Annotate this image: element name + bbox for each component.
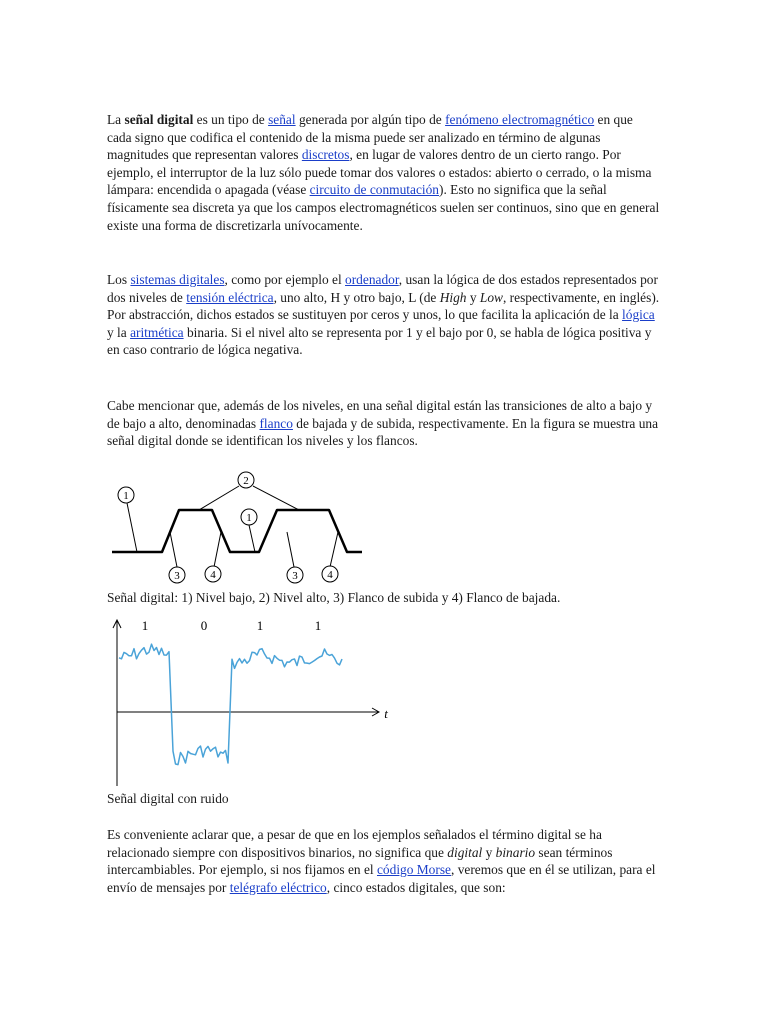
leader-line-2-right <box>253 486 299 510</box>
text: de bajada y de subida, respectivamente. En la figura se muestra una señal digital donde se identifican los niveles y los flancos. <box>107 415 659 449</box>
bit-label: 1 <box>256 618 264 633</box>
paragraph-transitions <box>107 397 660 450</box>
link-senal[interactable]: señal <box>268 112 296 127</box>
time-axis-label: t <box>384 706 388 721</box>
text: Es conveniente aclarar que, a pesar de que en los ejemplos señalados el término digital se ha relacionado siempre con dispositivos binarios, no significa que <box>107 827 602 860</box>
paragraph-definition <box>107 111 660 234</box>
link-aritmetica[interactable]: aritmética <box>130 324 184 340</box>
link-codigo-morse[interactable]: código Morse <box>376 862 451 878</box>
leader-line-3-left <box>170 532 177 567</box>
callout-label: 4 <box>327 569 333 581</box>
link-telegrafo-electrico[interactable]: telégrafo eléctrico <box>229 879 327 895</box>
signal-waveform <box>112 510 362 552</box>
link-discretos[interactable]: discretos <box>301 147 350 163</box>
text: , usan la lógica de dos estados representados por dos niveles de <box>107 272 658 305</box>
text: , como por ejemplo el <box>224 272 346 287</box>
leader-line-2-left <box>199 486 239 510</box>
text: , en lugar de valores dentro de un cierto rango. Por ejemplo, el interruptor de la luz sólo puede tomar dos valores o estados: abierto o cerrado, o la misma lámpara: encendida o apagada (véase <box>107 147 652 198</box>
text: y <box>466 289 480 305</box>
leader-line-3-right <box>287 532 294 567</box>
italic-term: Low <box>479 289 503 305</box>
leader-line-4-right <box>330 532 338 567</box>
link-logica[interactable]: lógica <box>622 307 655 323</box>
italic-term: High <box>439 289 467 305</box>
text: en que cada signo que codifica el contenido de la misma puede ser analizado en término de algunas magnitudes que representan valores <box>107 112 633 163</box>
bit-label: 0 <box>200 618 208 633</box>
text: , veremos que en él se utilizan, para el envío de mensajes por <box>107 862 656 895</box>
link-flanco[interactable]: flanco <box>259 415 293 431</box>
link-fenomeno-electromagnetico[interactable]: fenómeno electromagnético <box>445 112 595 127</box>
leader-line-1-left <box>127 503 137 552</box>
italic-term: binario <box>495 844 536 860</box>
bit-label: 1 <box>314 618 322 633</box>
text: , uno alto, H y otro bajo, L (de <box>273 289 440 305</box>
figure-caption: Señal digital con ruido <box>107 791 229 806</box>
callout-label: 1 <box>123 490 129 502</box>
leader-line-4-left <box>214 532 221 567</box>
link-circuito-de-conmutacion[interactable]: circuito de conmutación <box>309 182 440 198</box>
link-sistemas-digitales[interactable]: sistemas digitales <box>130 272 225 287</box>
text: sean términos intercambiables. Por ejemplo, si nos fijamos en el <box>107 844 613 878</box>
noisy-signal-plot <box>107 614 397 789</box>
italic-term: digital <box>447 844 483 860</box>
callout-label: 2 <box>243 475 249 487</box>
text: binaria. Si el nivel alto se representa por 1 y el bajo por 0, se habla de lógica positiva y en caso contrario de lógica negativa. <box>107 324 652 358</box>
paragraph-digital-systems <box>107 271 660 359</box>
leader-line-1-mid <box>249 525 255 552</box>
digital-signal-diagram <box>107 466 367 586</box>
text: Los <box>107 272 131 287</box>
bold-term: señal digital <box>124 112 194 127</box>
link-tension-electrica[interactable]: tensión eléctrica <box>186 289 274 305</box>
text: ). Esto no significa que la señal físicamente sea discreta ya que los campos electromagnéticos suelen ser continuos, sino que en general existe una forma de discretizarla unívocamente. <box>107 182 660 233</box>
text: y la <box>107 324 131 340</box>
callout-label: 1 <box>246 512 252 524</box>
text: Cabe mencionar que, además de los niveles, en una señal digital están las transiciones de alto a bajo y de bajo a alto, denominadas <box>107 398 653 431</box>
text: La <box>107 112 125 127</box>
bit-label: 1 <box>141 618 149 633</box>
text: generada por algún tipo de <box>295 112 446 127</box>
noisy-signal-trace <box>119 644 342 764</box>
callout-label: 3 <box>292 570 298 582</box>
text: , cinco estados digitales, que son: <box>326 879 506 895</box>
callout-label: 3 <box>174 570 180 582</box>
text: y <box>482 844 496 860</box>
callout-label: 4 <box>210 569 216 581</box>
figure-caption: Señal digital: 1) Nivel bajo, 2) Nivel alto, 3) Flanco de subida y 4) Flanco de bajada. <box>107 590 561 605</box>
paragraph-morse <box>107 826 660 896</box>
link-ordenador[interactable]: ordenador <box>345 272 399 287</box>
text: es un tipo de <box>193 112 269 127</box>
text: , respectivamente, en inglés). Por abstracción, dichos estados se sustituyen por ceros y unos, lo que facilita la aplicación de la <box>107 289 660 323</box>
